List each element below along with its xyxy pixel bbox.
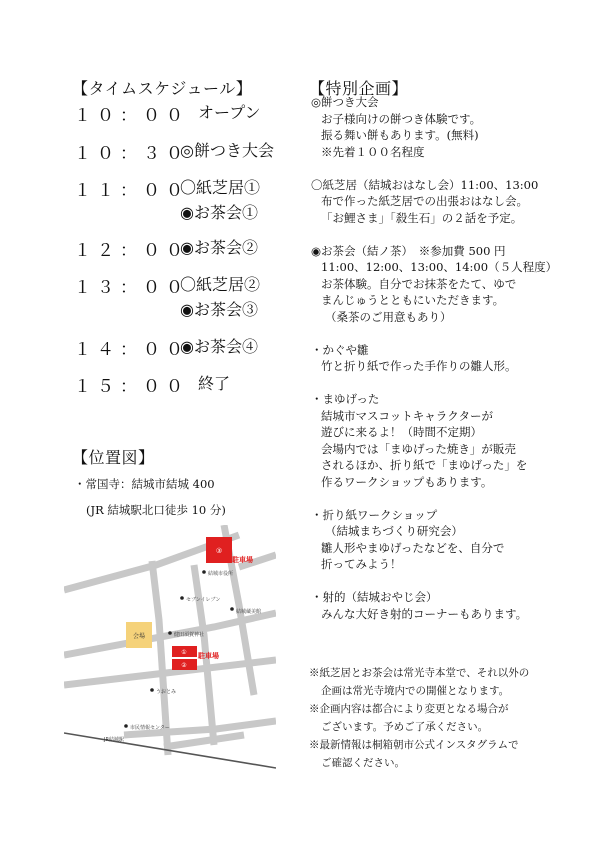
special-line: ※先着１００名程度 — [321, 144, 425, 159]
parking-label: 駐車場 — [198, 652, 219, 660]
schedule-time: １０：００ — [74, 106, 189, 126]
special-list — [311, 94, 557, 622]
special-line: ◎餅つき大会 — [311, 95, 379, 109]
schedule-time: １３：００ — [74, 278, 189, 298]
spacer — [311, 325, 557, 342]
parking-2-number: ② — [181, 662, 187, 669]
station-label: JR結城駅 — [104, 737, 124, 743]
special-line: （桑茶のご用意もあり） — [325, 309, 452, 324]
schedule-time: １４：００ — [74, 340, 189, 360]
special-line: 11:00、12:00、13:00、14:00（５人程度） — [321, 260, 558, 274]
schedule-event: 終了 — [198, 374, 231, 393]
parking-label: 駐車場 — [232, 556, 253, 564]
special-line: お子様向けの餅つき体験です。 — [321, 111, 482, 126]
schedule-event: ◉お茶会③ — [180, 300, 258, 319]
special-line: されるほか、折り紙で「まゆげった」を — [321, 458, 528, 472]
place-label: 市民情報センター — [130, 725, 170, 731]
special-line: 竹と折り紙で作った手作りの雛人形。 — [321, 359, 517, 373]
note-line: ご確認ください。 — [321, 757, 405, 769]
location-address: ・常国寺：結城市結城 400 — [74, 477, 215, 491]
special-heading: 【特別企画】 — [309, 79, 409, 98]
place-label: 結城市役所 — [208, 571, 234, 577]
schedule-time: １１：００ — [74, 181, 189, 201]
special-line: 結城市マスコットキャラクターが — [321, 408, 494, 423]
special-line: 〇紙芝居（結城おはなし会）11:00、13:00 — [311, 177, 539, 192]
schedule-event: オープン — [198, 103, 261, 122]
special-line: ・折り紙ワークショップ — [311, 507, 438, 522]
special-line: ・かぐや雛 — [311, 342, 369, 357]
spacer — [311, 490, 557, 507]
schedule-event: ◉お茶会① — [180, 203, 258, 222]
schedule-event: ◉お茶会④ — [180, 337, 258, 356]
special-line: 「お鯉さま」「殺生石」の２話を予定。 — [321, 210, 523, 225]
parking-1 — [172, 646, 197, 657]
special-line: 雛人形やまゆげったなどを、自分で — [321, 540, 505, 555]
special-line: （結城まちづくり研究会） — [325, 524, 463, 538]
spacer — [311, 375, 557, 392]
schedule-time: １２：００ — [74, 241, 189, 261]
special-line: 会場内では「まゆげった焼き」が販売 — [321, 441, 516, 456]
note-line: ※最新情報は桐箱朝市公式インスタグラムで — [309, 739, 519, 751]
special-line: ・射的（結城おやじ会） — [311, 590, 438, 604]
special-line: みんな大好き射的コーナーもあります。 — [321, 606, 528, 621]
note-line: 企画は常光寺境内での開催となります。 — [321, 685, 510, 697]
location-access: (JR 結城駅北口徒歩 10 分) — [86, 503, 226, 517]
schedule-event: 〇紙芝居② — [180, 275, 261, 294]
schedule-event: ◎餅つき大会 — [180, 141, 274, 160]
location-heading: 【位置図】 — [72, 448, 155, 467]
schedule-event: ◉お茶会② — [180, 238, 258, 257]
schedule-event: 〇紙芝居① — [180, 178, 261, 197]
parking-2 — [172, 659, 197, 670]
special-line: ・まゆげった — [311, 392, 380, 406]
special-line: ◉お茶会（結ノ茶） ※参加費 500 円 — [311, 243, 506, 258]
parking-1-number: ① — [181, 649, 187, 656]
place-label: 健田須賀神社 — [174, 632, 205, 638]
parking-3-number: ③ — [215, 547, 223, 555]
special-line: 布で作った紙芝居での出張おはなし会。 — [321, 194, 528, 208]
special-line: 折ってみよう！ — [321, 557, 402, 571]
note-line: ※紙芝居とお茶会は常光寺本堂で、それ以外の — [309, 667, 530, 679]
schedule-time: １０：３０ — [74, 144, 189, 164]
note-line: ございます。予めご了承ください。 — [321, 721, 489, 733]
schedule-time: １５：００ — [74, 377, 189, 397]
special-line: 作るワークショップもあります。 — [321, 474, 493, 489]
special-line: お茶体験。自分でお抹茶をたて、ゆで — [321, 276, 517, 291]
place-label: 結城蔵美館 — [236, 609, 262, 615]
spacer — [311, 160, 557, 177]
spacer — [311, 226, 557, 243]
venue-label: 会場 — [132, 633, 146, 640]
location-map — [64, 525, 276, 773]
place-label: セブンイレブン — [186, 597, 221, 603]
special-line: 遊びに来るよ！（時間不定期） — [321, 425, 482, 439]
note-line: ※企画内容は都合により変更となる場合が — [309, 703, 509, 715]
spacer — [311, 573, 557, 590]
special-line: まんじゅうとともにいただきます。 — [321, 293, 505, 307]
parking-3 — [206, 537, 232, 563]
special-line: 振る舞い餅もあります。(無料) — [321, 128, 479, 142]
venue — [126, 622, 152, 648]
place-label: うおとみ — [156, 689, 177, 695]
schedule-heading: 【タイムスケジュール】 — [72, 79, 253, 98]
notes — [309, 664, 529, 772]
